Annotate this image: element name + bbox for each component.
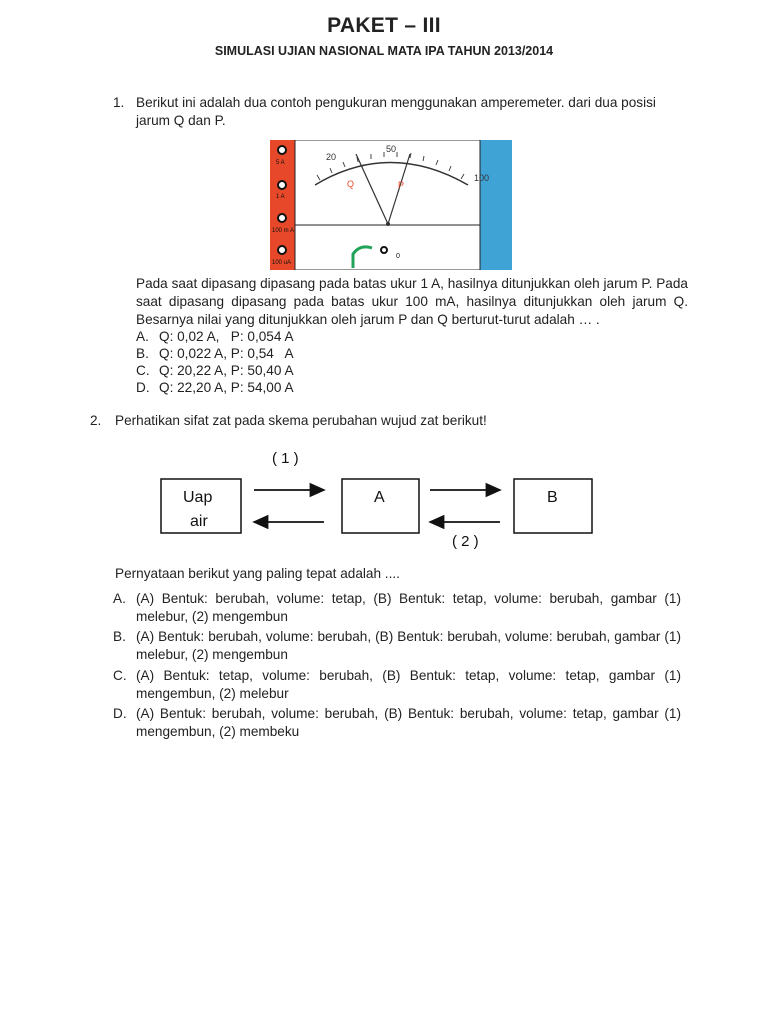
range-label-100ua: 100 uA	[272, 260, 292, 266]
question-1-paragraph: Pada saat dipasang dipasang pada batas ukur 1 A, hasilnya ditunjukkan oleh jarum P. Pada saat dipasang dipasang pada batas ukur 100 mA, hasilnya ditunjukkan oleh jarum Q. Besarnya nilai yang ditunjukkan oleh jarum P dan Q berturut-turut adalah … .	[136, 276, 688, 327]
arrow-label-2: ( 2 )	[452, 533, 479, 550]
question-1	[0, 94, 768, 134]
question-2	[0, 412, 768, 432]
box-a	[342, 479, 419, 533]
question-2-number: 2.	[90, 413, 102, 428]
option-text: (A) Bentuk: tetap, volume: berubah, (B) Bentuk: tetap, volume: tetap, gambar (1) mengembun, (2) melebur	[136, 668, 681, 701]
question-1-option-d[interactable]	[136, 379, 536, 396]
box-uap-air-line1: Uap	[183, 489, 213, 506]
option-text: Q: 20,22 A, P: 50,40 A	[159, 363, 294, 378]
question-2-option-a[interactable]	[113, 590, 681, 626]
ammeter-figure	[270, 140, 512, 270]
question-1-stem: Berikut ini adalah dua contoh pengukuran menggunakan amperemeter. dari dua posisi jarum Q dan P.	[136, 95, 656, 128]
range-label-100ma: 100 m A	[272, 228, 295, 234]
range-label-1a: 1 A	[276, 194, 285, 200]
question-2-option-b[interactable]	[113, 628, 681, 664]
option-text: Q: 0,02 A, P: 0,054 A	[159, 329, 294, 344]
option-text: Q: 22,20 A, P: 54,00 A	[159, 380, 294, 395]
box-b-label: B	[547, 489, 558, 506]
box-b	[514, 479, 592, 533]
question-1-option-c[interactable]	[136, 362, 536, 379]
option-text: (A) Bentuk: berubah, volume: berubah, (B) Bentuk: berubah, volume: berubah, gambar (1) melebur, (2) mengembun	[136, 629, 681, 662]
option-text: Q: 0,022 A, P: 0,54 A	[159, 346, 294, 361]
state-change-diagram	[150, 444, 610, 554]
meter-right-panel	[480, 140, 512, 270]
option-letter: B.	[113, 629, 126, 644]
question-2-option-d[interactable]	[113, 705, 681, 741]
question-1-option-b[interactable]	[136, 345, 536, 362]
box-uap-air-line2: air	[190, 513, 208, 530]
option-letter: C.	[136, 363, 150, 378]
range-label-5a: 5 A	[276, 160, 285, 166]
page-subtitle: SIMULASI UJIAN NASIONAL MATA IPA TAHUN 2013/2014	[214, 44, 554, 58]
option-letter: A.	[113, 591, 126, 606]
option-letter: B.	[136, 346, 149, 361]
option-letter: A.	[136, 329, 149, 344]
needle-label-q: Q	[347, 179, 355, 189]
scale-label-50: 50	[386, 144, 397, 154]
question-2-prompt: Pernyataan berikut yang paling tepat adalah ....	[115, 566, 400, 581]
option-text: (A) Bentuk: berubah, volume: berubah, (B) Bentuk: berubah, volume: tetap, gambar (1) mengembun, (2) membeku	[136, 706, 681, 739]
question-2-option-c[interactable]	[113, 667, 681, 703]
page-title: PAKET – III	[327, 14, 441, 37]
scale-label-100: 100	[474, 173, 490, 183]
question-2-stem: Perhatikan sifat zat pada skema perubahan wujud zat berikut!	[115, 413, 487, 428]
option-letter: D.	[136, 380, 150, 395]
scale-label-20: 20	[326, 152, 337, 162]
zero-label: 0	[396, 253, 400, 260]
question-1-option-a[interactable]	[136, 328, 536, 345]
question-1-number: 1.	[113, 95, 125, 110]
box-a-label: A	[374, 489, 385, 506]
arrow-label-1: ( 1 )	[272, 450, 299, 467]
needle-label-p: P	[398, 180, 405, 190]
option-letter: C.	[113, 668, 127, 683]
option-letter: D.	[113, 706, 127, 721]
option-text: (A) Bentuk: berubah, volume: tetap, (B) Bentuk: tetap, volume: berubah, gambar (1) melebur, (2) mengembun	[136, 591, 681, 624]
